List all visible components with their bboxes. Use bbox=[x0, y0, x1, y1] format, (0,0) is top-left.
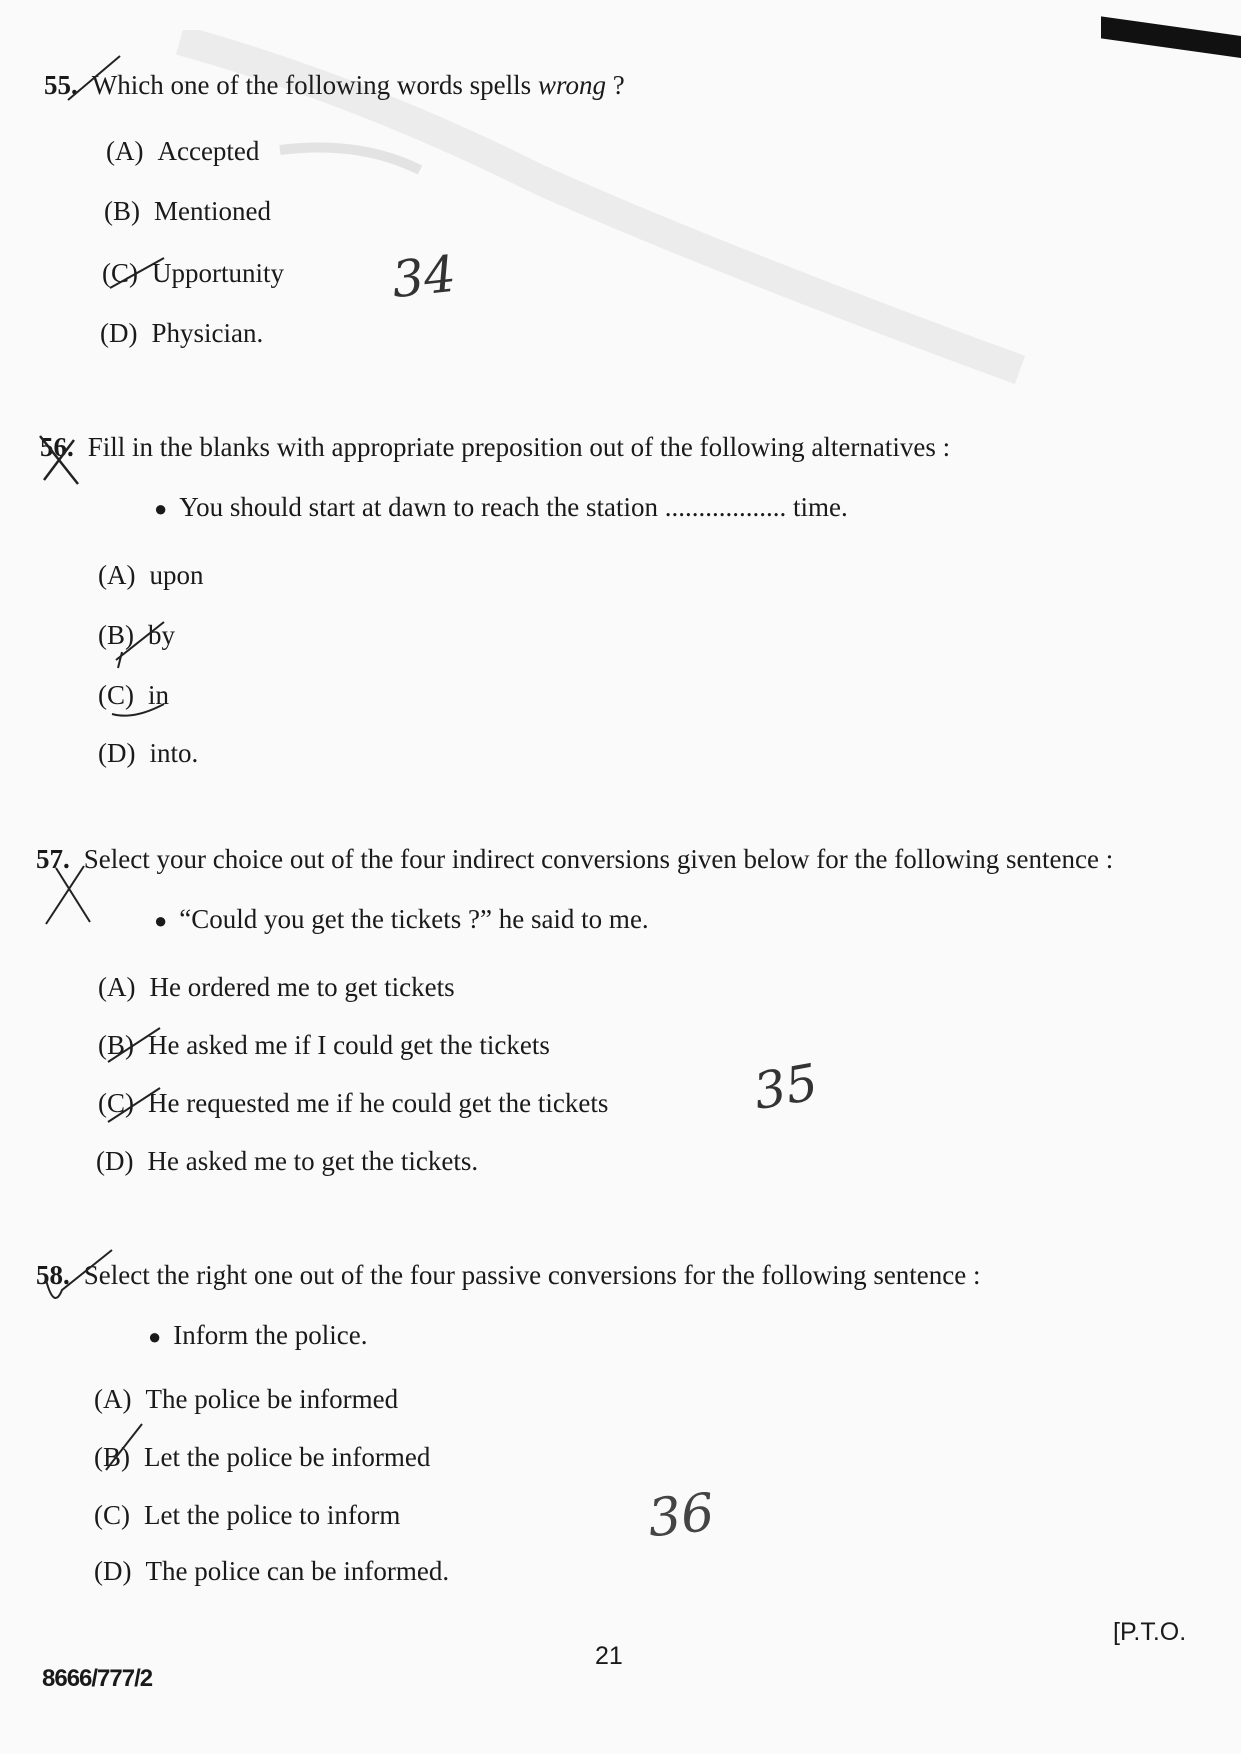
option-b[interactable]: (B) He asked me if I could get the tickets bbox=[98, 1030, 550, 1060]
question-56-stem: 56. Fill in the blanks with appropriate preposition out of the following alternatives : bbox=[40, 432, 951, 462]
option-b[interactable]: (B) Let the police be informed bbox=[94, 1442, 431, 1472]
question-57-sentence: ● “Could you get the tickets ?” he said to me. bbox=[154, 904, 649, 934]
option-d[interactable]: (D) He asked me to get the tickets. bbox=[96, 1146, 479, 1176]
option-c[interactable]: (C) Let the police to inform bbox=[94, 1500, 401, 1530]
paper-code: 8666/777/2 bbox=[42, 1665, 153, 1692]
option-a[interactable]: (A) upon bbox=[98, 560, 204, 590]
corner-scan-mark bbox=[1101, 16, 1241, 58]
option-d[interactable]: (D) into. bbox=[98, 738, 199, 768]
bullet-icon: ● bbox=[154, 908, 168, 933]
bullet-icon: ● bbox=[154, 496, 168, 521]
page-number: 21 bbox=[595, 1642, 623, 1670]
handwritten-mark-58: 36 bbox=[645, 1482, 718, 1550]
option-c[interactable]: (C) Upportunity bbox=[102, 258, 284, 288]
option-b[interactable]: (B) by bbox=[98, 620, 175, 650]
option-c[interactable]: (C) in bbox=[98, 680, 170, 710]
option-a[interactable]: (A) Accepted bbox=[106, 136, 260, 166]
handwritten-mark-55: 34 bbox=[389, 244, 459, 310]
option-d[interactable]: (D) Physician. bbox=[100, 318, 264, 348]
question-number: 57. bbox=[36, 844, 70, 874]
question-57-stem: 57. Select your choice out of the four indirect conversions given below for the following sentence : bbox=[36, 844, 1114, 874]
question-number: 58. bbox=[36, 1260, 70, 1290]
pto-label: [P.T.O. bbox=[1113, 1618, 1187, 1646]
option-a[interactable]: (A) The police be informed bbox=[94, 1384, 399, 1414]
option-a[interactable]: (A) He ordered me to get tickets bbox=[98, 972, 455, 1002]
option-b[interactable]: (B) Mentioned bbox=[104, 196, 271, 226]
option-d[interactable]: (D) The police can be informed. bbox=[94, 1556, 450, 1586]
option-c[interactable]: (C) He requested me if he could get the tickets bbox=[98, 1088, 609, 1118]
question-56-sentence: ● You should start at dawn to reach the station .................. time. bbox=[154, 492, 848, 522]
question-55-stem: 55. Which one of the following words spells wrong ? bbox=[44, 70, 625, 100]
question-58-stem: 58. Select the right one out of the four passive conversions for the following sentence : bbox=[36, 1260, 981, 1290]
bullet-icon: ● bbox=[148, 1324, 162, 1349]
question-58-sentence: ● Inform the police. bbox=[148, 1320, 368, 1350]
question-number: 56. bbox=[40, 432, 74, 462]
handwritten-mark-57: 35 bbox=[749, 1052, 823, 1122]
question-number: 55. bbox=[44, 70, 78, 100]
